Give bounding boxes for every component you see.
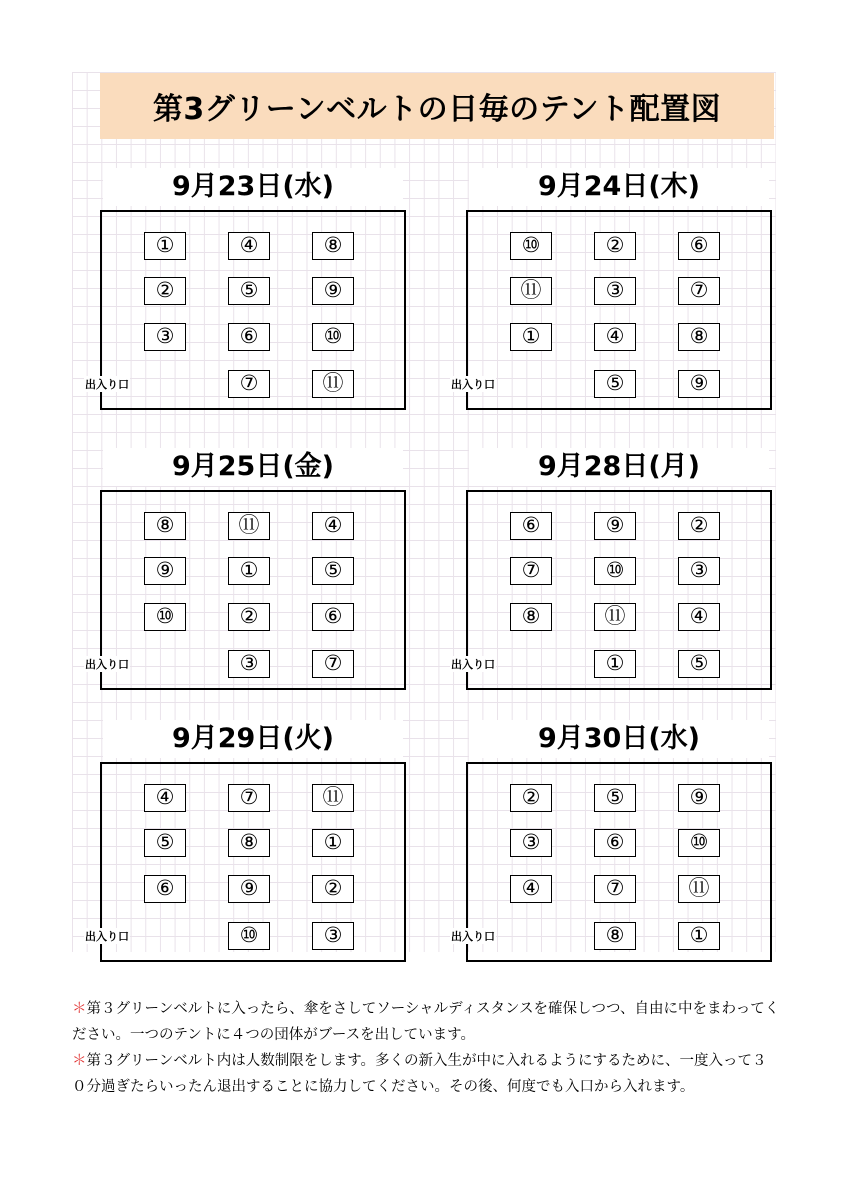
day-title: 9月24日(木)	[469, 168, 769, 206]
tent-number: ⑩	[228, 922, 270, 950]
note-text: 第３グリーンベルト内は人数制限をします。多くの新入生が中に入れるようにするために、一度入って３０分過ぎたらいったん退出することに協力してください。その後、何度でも入口から入れます。	[72, 1053, 767, 1095]
tent-layout-box	[85, 210, 406, 410]
tent-number: ⑦	[228, 370, 270, 398]
tent-number: ⑥	[312, 603, 354, 631]
day-title: 9月29日(火)	[103, 720, 403, 758]
tent-number: ⑥	[594, 829, 636, 857]
tent-number: ⑪	[312, 370, 354, 398]
tent-number: ②	[228, 603, 270, 631]
tent-number: ⑧	[594, 922, 636, 950]
tent-number: ④	[510, 875, 552, 903]
entrance-label: 出入り口	[85, 378, 129, 391]
tent-layout-box	[451, 762, 772, 962]
tent-number: ⑨	[144, 557, 186, 585]
tent-number: ⑤	[678, 650, 720, 678]
day-title: 9月28日(月)	[469, 448, 769, 486]
tent-number: ⑪	[510, 277, 552, 305]
tent-number: ⑥	[510, 512, 552, 540]
tent-number: ⑦	[678, 277, 720, 305]
tent-number: ⑩	[594, 557, 636, 585]
tent-number: ⑪	[678, 875, 720, 903]
tent-layout-box	[451, 210, 772, 410]
note-star: ＊	[72, 1001, 87, 1017]
tent-number: ①	[678, 922, 720, 950]
tent-number: ⑦	[594, 875, 636, 903]
tent-number: ⑩	[510, 232, 552, 260]
tent-number: ④	[144, 784, 186, 812]
day-title: 9月23日(水)	[103, 168, 403, 206]
tent-number: ⑧	[312, 232, 354, 260]
tent-number: ②	[312, 875, 354, 903]
tent-number: ⑧	[510, 603, 552, 631]
tent-number: ⑦	[510, 557, 552, 585]
tent-number: ⑤	[312, 557, 354, 585]
tent-number: ②	[510, 784, 552, 812]
entrance-label: 出入り口	[85, 658, 129, 671]
note-1	[72, 996, 780, 1048]
tent-layout-box	[451, 490, 772, 690]
tent-number: ①	[510, 323, 552, 351]
tent-number: ③	[228, 650, 270, 678]
tent-number: ⑨	[678, 784, 720, 812]
tent-number: ⑥	[678, 232, 720, 260]
tent-number: ②	[678, 512, 720, 540]
tent-number: ④	[228, 232, 270, 260]
tent-number: ⑦	[312, 650, 354, 678]
entrance-label: 出入り口	[451, 930, 495, 943]
tent-number: ③	[312, 922, 354, 950]
tent-number: ⑩	[678, 829, 720, 857]
tent-layout-box	[85, 762, 406, 962]
tent-number: ⑪	[594, 603, 636, 631]
tent-number: ②	[144, 277, 186, 305]
tent-layout-box	[85, 490, 406, 690]
tent-number: ⑧	[228, 829, 270, 857]
tent-number: ⑧	[678, 323, 720, 351]
tent-number: ①	[144, 232, 186, 260]
day-title: 9月25日(金)	[103, 448, 403, 486]
entrance-label: 出入り口	[451, 658, 495, 671]
notes-section	[72, 996, 780, 1100]
tent-number: ⑨	[678, 370, 720, 398]
tent-number: ⑪	[312, 784, 354, 812]
tent-number: ⑤	[594, 370, 636, 398]
tent-number: ⑨	[594, 512, 636, 540]
note-text: 第３グリーンベルトに入ったら、傘をさしてソーシャルディスタンスを確保しつつ、自由に中をまわってください。一つのテントに４つの団体がブースを出しています。	[72, 1001, 780, 1043]
day-title: 9月30日(水)	[469, 720, 769, 758]
tent-number: ⑨	[312, 277, 354, 305]
tent-number: ①	[312, 829, 354, 857]
tent-number: ⑤	[228, 277, 270, 305]
tent-number: ⑪	[228, 512, 270, 540]
tent-number: ⑩	[312, 323, 354, 351]
tent-number: ⑦	[228, 784, 270, 812]
tent-number: ①	[228, 557, 270, 585]
note-star: ＊	[72, 1053, 87, 1069]
tent-number: ④	[312, 512, 354, 540]
tent-number: ④	[594, 323, 636, 351]
entrance-label: 出入り口	[85, 930, 129, 943]
tent-number: ⑥	[144, 875, 186, 903]
tent-number: ①	[594, 650, 636, 678]
tent-number: ③	[144, 323, 186, 351]
tent-number: ⑥	[228, 323, 270, 351]
tent-number: ⑨	[228, 875, 270, 903]
page-title: 第3グリーンベルトの日毎のテント配置図	[100, 73, 774, 139]
tent-number: ④	[678, 603, 720, 631]
note-2	[72, 1048, 780, 1100]
entrance-label: 出入り口	[451, 378, 495, 391]
tent-number: ⑤	[594, 784, 636, 812]
tent-number: ⑧	[144, 512, 186, 540]
tent-number: ③	[594, 277, 636, 305]
tent-number: ②	[594, 232, 636, 260]
tent-number: ③	[510, 829, 552, 857]
tent-number: ⑩	[144, 603, 186, 631]
tent-number: ⑤	[144, 829, 186, 857]
tent-number: ③	[678, 557, 720, 585]
